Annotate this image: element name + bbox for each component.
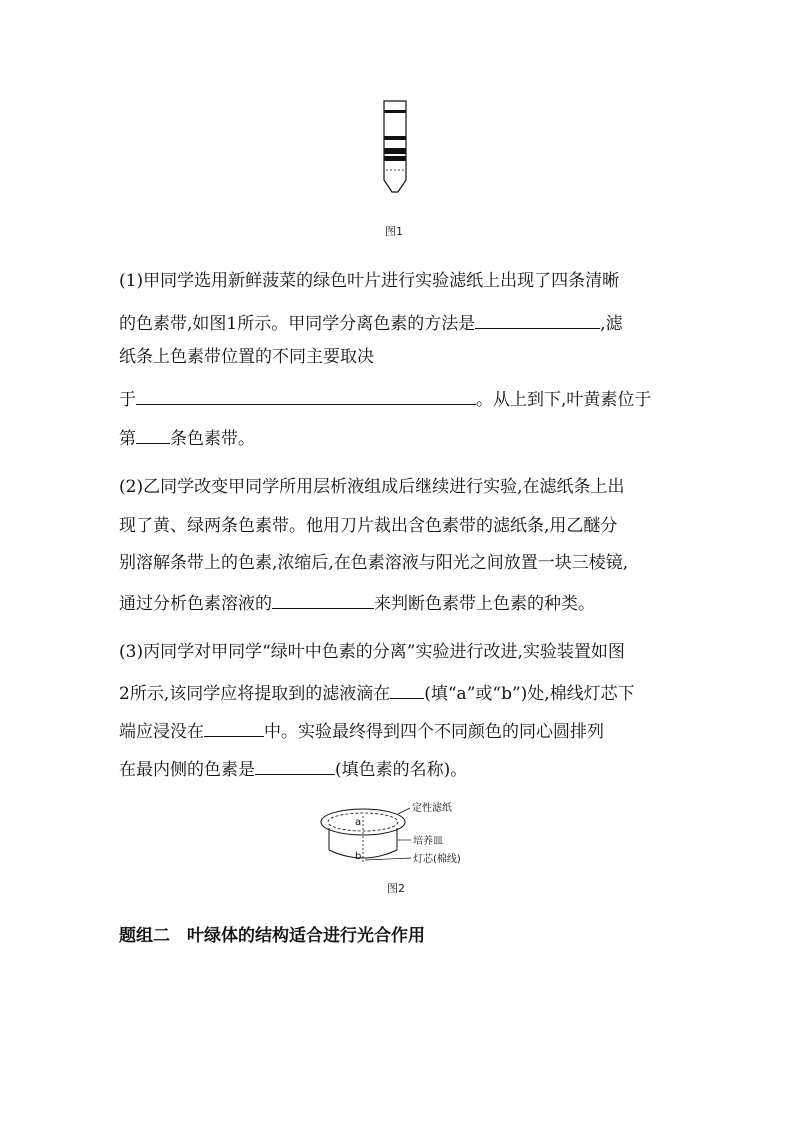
- q3-line3-pre: 端应浸没在: [119, 722, 204, 742]
- q3-line3-post: 中。实验最终得到四个不同颜色的同心圆排列: [264, 722, 604, 742]
- q1-line5-post: 条色素带。: [170, 429, 255, 449]
- q3-line4: [119, 756, 467, 781]
- petri-dish-apparatus-figure: [318, 800, 478, 880]
- q3-line2: [119, 680, 635, 705]
- point-b-label: b: [355, 851, 362, 862]
- q1-line2-pre: 的色素带,如图1所示。甲同学分离色素的方法是: [119, 314, 476, 334]
- q2-line2: 现了黄、绿两条色素带。他用刀片裁出含色素带的滤纸条,用乙醚分: [119, 516, 618, 536]
- q3-line3: [119, 718, 604, 743]
- chromatography-strip-figure: [380, 100, 410, 195]
- wick-leader: [365, 858, 411, 860]
- q3-line2-pre: 2所示,该同学应将提取到的滤液滴在: [119, 684, 391, 704]
- section-heading: 题组二 叶绿体的结构适合进行光合作用: [119, 926, 425, 946]
- q3-line1: (3)丙同学对甲同学“绿叶中色素的分离”实验进行改进,实验装置如图: [119, 642, 625, 662]
- q1-line5-pre: 第: [119, 429, 136, 449]
- answer-blank-innermost-pigment[interactable]: [255, 756, 335, 775]
- filter-paper-label: 定性滤纸: [412, 803, 452, 814]
- q1-line2-post: ,滤: [600, 314, 623, 334]
- wick-label: 灯芯(棉线): [413, 854, 461, 865]
- q2-line4: [119, 590, 595, 615]
- q2-line3: 别溶解条带上的色素,浓缩后,在色素溶液与阳光之间放置一块三棱镜,: [119, 553, 629, 573]
- answer-blank-separation-method[interactable]: [475, 310, 600, 329]
- q1-line3: 纸条上色素带位置的不同主要取决: [119, 347, 374, 367]
- point-a-label: a: [355, 817, 362, 828]
- filter-paper-leader: [398, 808, 410, 814]
- answer-blank-immersion-liquid[interactable]: [204, 718, 264, 737]
- pigment-band-1: [384, 110, 406, 113]
- q3-line4-pre: 在最内侧的色素是: [119, 760, 255, 780]
- q3-line2-post: (填“a”或“b”)处,棉线灯芯下: [424, 684, 635, 704]
- q1-line2: [119, 310, 623, 335]
- q1-line4-post: 。从上到下,叶黄素位于: [476, 390, 652, 410]
- answer-blank-band-position-cause[interactable]: [136, 386, 476, 405]
- pigment-band-4: [384, 156, 406, 161]
- pigment-band-3: [384, 148, 406, 154]
- q1-line5: [119, 425, 255, 450]
- dish-label: 培养皿: [413, 836, 443, 847]
- answer-blank-absorption-spectrum[interactable]: [272, 590, 374, 609]
- figure2-caption: 图2: [387, 882, 405, 895]
- answer-blank-drop-position[interactable]: [390, 680, 424, 699]
- q2-line4-pre: 通过分析色素溶液的: [119, 594, 272, 614]
- answer-blank-xanthophyll-band[interactable]: [136, 425, 170, 444]
- q2-line4-post: 来判断色素带上色素的种类。: [374, 594, 595, 614]
- q1-line4: [119, 386, 651, 411]
- q3-line4-post: (填色素的名称)。: [335, 760, 468, 780]
- pigment-band-2: [384, 136, 406, 140]
- figure1-caption: 图1: [385, 225, 403, 238]
- q1-line1: (1)甲同学选用新鲜菠菜的绿色叶片进行实验滤纸上出现了四条清晰: [119, 271, 620, 291]
- strip-outline: [384, 101, 406, 192]
- q1-line4-pre: 于: [119, 390, 136, 410]
- q2-line1: (2)乙同学改变甲同学所用层析液组成后继续进行实验,在滤纸条上出: [119, 477, 625, 497]
